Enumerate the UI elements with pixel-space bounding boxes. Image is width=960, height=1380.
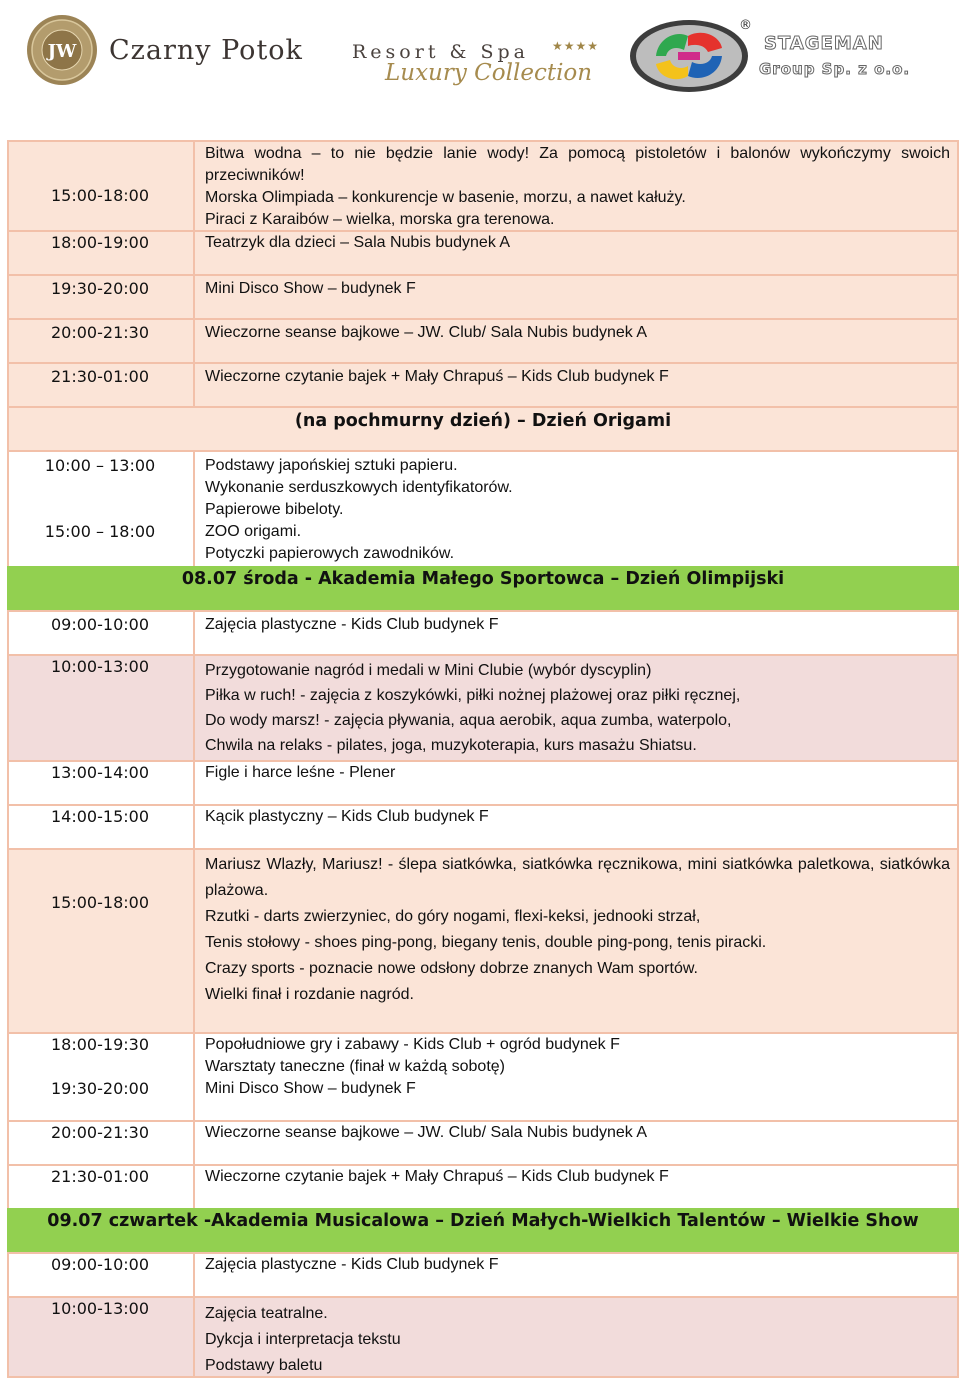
section-title-row	[7, 406, 959, 450]
table-row	[7, 804, 959, 848]
activity-line: ZOO origami.	[205, 523, 302, 540]
activity-line: Podstawy baletu	[205, 1357, 323, 1374]
activity-cell	[205, 658, 950, 758]
table-row	[7, 848, 959, 1032]
activity-cell	[205, 143, 950, 231]
time-cell: 18:00-19:30	[51, 1035, 149, 1054]
stageman-logo-icon	[628, 16, 750, 96]
activity-cell	[205, 232, 950, 254]
table-row	[7, 1032, 959, 1078]
table-row	[7, 362, 959, 406]
table-row	[7, 610, 959, 654]
section-title: (na pochmurny dzień) – Dzień Origami	[294, 411, 672, 431]
day-header-title: 09.07 czwartek -Akademia Musicalowa – Dzień Małych-Wielkich Talentów – Wielkie Show	[47, 1211, 919, 1231]
registered-mark: ®	[739, 18, 752, 33]
activity-line: Wieczorne czytanie bajek + Mały Chrapuś – Kids Club budynek F	[205, 1168, 669, 1185]
table-row	[7, 654, 959, 760]
activity-line: Papierowe bibeloty.	[205, 501, 344, 518]
activity-cell	[205, 762, 950, 784]
schedule-table	[7, 140, 959, 1378]
activity-line: Tenis stołowy - shoes ping-pong, biegany tenis, double ping-pong, tenis piracki.	[205, 934, 767, 951]
time-cell: 15:00-18:00	[51, 893, 149, 912]
table-row	[7, 318, 959, 362]
table-row	[7, 230, 959, 274]
page-header	[0, 0, 960, 112]
time-cell: 10:00 – 13:00	[44, 456, 156, 475]
time-cell: 14:00-15:00	[51, 807, 149, 826]
time-cell: 20:00-21:30	[51, 1123, 149, 1142]
activity-line: Do wody marsz! - zajęcia pływania, aqua aerobik, aqua zumba, waterpolo,	[205, 712, 732, 729]
brand-stars: ★★★★	[552, 39, 600, 53]
activity-line: Wielki finał i rozdanie nagród.	[205, 986, 414, 1003]
time-cell: 10:00-13:00	[51, 657, 149, 676]
activity-line: Crazy sports - poznacie nowe odsłony dobrze znanych Wam sportów.	[205, 960, 698, 977]
time-cell: 13:00-14:00	[51, 763, 149, 782]
time-cell: 09:00-10:00	[51, 615, 149, 634]
activity-line: Piraci z Karaibów – wielka, morska gra terenowa.	[205, 211, 555, 228]
activity-cell	[205, 1122, 950, 1144]
day-header-row	[7, 1208, 959, 1252]
activity-line: Zajęcia plastyczne - Kids Club budynek F	[205, 616, 499, 633]
partner-name: STAGEMAN	[764, 33, 884, 54]
time-cell: 21:30-01:00	[51, 367, 149, 386]
activity-line: Mini Disco Show – budynek F	[205, 280, 416, 297]
activity-line: Potyczki papierowych zawodników.	[205, 545, 455, 562]
time-cell: 10:00-13:00	[51, 1299, 149, 1318]
activity-line: Zajęcia teatralne.	[205, 1305, 328, 1322]
activity-line: Przygotowanie nagród i medali w Mini Clubie (wybór dyscyplin)	[205, 662, 652, 679]
activity-line: Wykonanie serduszkowych identyfikatorów.	[205, 479, 513, 496]
activity-line: Mini Disco Show – budynek F	[205, 1080, 416, 1097]
activity-line: Mariusz Wlazły, Mariusz! - ślepa siatkówka, siatkówka ręcznikowa, mini siatkówka paletkowa, siatkówka plażowa.	[205, 856, 950, 899]
activity-cell	[205, 1254, 950, 1276]
activity-line: Warsztaty taneczne (finał w każdą sobotę)	[205, 1058, 505, 1075]
activity-line: Chwila na relaks - pilates, joga, muzykoterapia, kurs masażu Shiatsu.	[205, 737, 697, 754]
activity-line: Zajęcia plastyczne - Kids Club budynek F	[205, 1256, 499, 1273]
activity-line: Piłka w ruch! - zajęcia z koszykówki, piłki nożnej plażowej oraz piłki ręcznej,	[205, 687, 741, 704]
activity-line: Popołudniowe gry i zabawy - Kids Club + ogród budynek F	[205, 1036, 620, 1053]
activity-line: Figle i harce leśne - Plener	[205, 764, 396, 781]
jw-logo-letters: JW	[47, 41, 77, 62]
time-cell: 09:00-10:00	[51, 1255, 149, 1274]
day-header-row	[7, 566, 959, 610]
activity-cell	[205, 1166, 950, 1188]
activity-line: Morska Olimpiada – konkurencje w basenie, morzu, a nawet kałuży.	[205, 189, 686, 206]
time-cell: 15:00 – 18:00	[44, 522, 156, 541]
brand-collection: Luxury Collection	[385, 60, 593, 86]
table-row	[7, 1164, 959, 1208]
activity-line: Wieczorne seanse bajkowe – JW. Club/ Sala Nubis budynek A	[205, 324, 648, 341]
activity-cell	[205, 1034, 950, 1078]
activity-cell	[205, 278, 950, 300]
activity-line: Wieczorne czytanie bajek + Mały Chrapuś – Kids Club budynek F	[205, 368, 669, 385]
activity-line: Rzutki - darts zwierzyniec, do góry nogami, flexi-keksi, jednooki strzał,	[205, 908, 701, 925]
jw-hotels-seal-logo	[26, 14, 98, 86]
activity-cell	[205, 366, 950, 388]
table-row	[7, 1120, 959, 1164]
activity-line: Teatrzyk dla dzieci – Sala Nubis budynek A	[205, 234, 511, 251]
activity-cell	[205, 806, 950, 828]
day-header-title: 08.07 środa - Akademia Małego Sportowca – Dzień Olimpijski	[181, 569, 785, 589]
activity-cell	[205, 852, 950, 1008]
activity-cell	[205, 322, 950, 344]
brand-resort-spa: Resort & Spa	[352, 41, 529, 63]
activity-cell	[205, 1301, 950, 1379]
time-cell: 19:30-20:00	[51, 1079, 149, 1098]
table-row	[7, 760, 959, 804]
activity-cell	[205, 614, 950, 636]
partner-group: Group Sp. z o.o.	[759, 60, 911, 78]
activity-cell	[205, 1078, 950, 1100]
activity-cell	[205, 455, 950, 565]
activity-line: Dykcja i interpretacja tekstu	[205, 1331, 401, 1348]
activity-line: Podstawy japońskiej sztuki papieru.	[205, 457, 458, 474]
activity-line: Kącik plastyczny – Kids Club budynek F	[205, 808, 489, 825]
time-cell: 21:30-01:00	[51, 1167, 149, 1186]
time-cell: 20:00-21:30	[51, 323, 149, 342]
time-cell: 15:00-18:00	[51, 186, 149, 205]
table-row	[7, 1296, 959, 1378]
table-row	[7, 1252, 959, 1296]
table-row	[7, 450, 959, 566]
activity-line: Bitwa wodna – to nie będzie lanie wody! Za pomocą pistoletów i balonów wykończymy swoich przeciwników!	[205, 145, 950, 184]
table-row	[7, 1078, 959, 1120]
table-row	[7, 274, 959, 318]
activity-line: Wieczorne seanse bajkowe – JW. Club/ Sala Nubis budynek A	[205, 1124, 648, 1141]
table-row	[7, 140, 959, 230]
time-cell: 18:00-19:00	[51, 233, 149, 252]
time-cell: 19:30-20:00	[51, 279, 149, 298]
brand-name: Czarny Potok	[109, 35, 303, 66]
